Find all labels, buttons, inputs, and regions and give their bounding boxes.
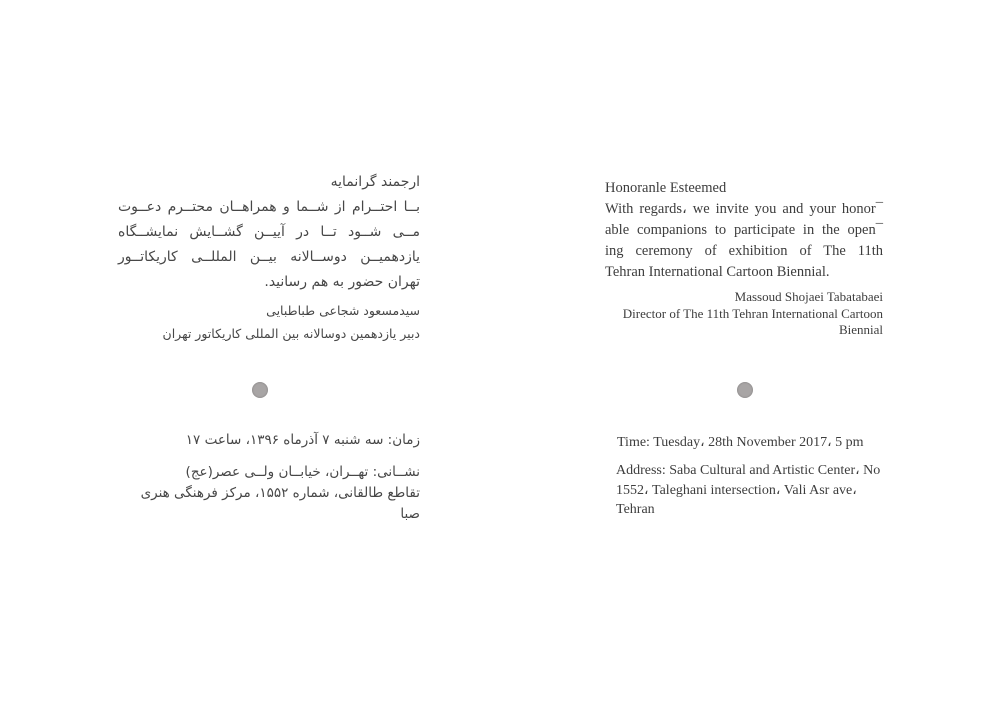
fa-invitation-paragraph <box>118 170 420 295</box>
en-address-block <box>616 461 884 520</box>
en-invitation-paragraph <box>605 178 883 283</box>
hole-punch-dot <box>737 382 753 398</box>
fa-body-line: بــا احتــرام از شــما و همراهــان محتــرم دعــوت <box>118 199 420 215</box>
fa-body-line: مــی شــود تــا در آییــن گشــایش نمایشــگاه <box>118 224 420 240</box>
fa-body-line: تهران حضور به هم رسانید. <box>264 274 420 290</box>
fa-signature-block <box>118 299 420 345</box>
en-body-line: ing ceremony of exhibition of The 11th <box>605 243 883 259</box>
en-address-line: Address: Saba Cultural and Artistic Center، No <box>616 463 881 478</box>
fa-signature-title: دبیر یازدهمین دوسالانه بین المللی کاریکاتور تهران <box>162 326 420 341</box>
fa-signature-name: سیدمسعود شجاعی طباطبایی <box>266 303 420 318</box>
en-address-line: 1552، Taleghani intersection، Vali Asr ave، <box>616 482 857 498</box>
fa-address-line: صبا <box>400 506 420 522</box>
en-body-line: With regards، we invite you and your honor¯ <box>605 201 883 217</box>
fa-salutation: ارجمند گرانمایه <box>330 174 420 190</box>
fa-address-line: نشــانی: تهــران، خیابــان ولــی عصر(عج) <box>185 464 420 480</box>
en-signature-name: Massoud Shojaei Tabatabaei <box>734 289 883 304</box>
en-body-line: able companions to participate in the open¯ <box>605 222 883 238</box>
en-signature-title: Director of The 11th Tehran International Cartoon <box>622 305 883 321</box>
fa-address-block <box>118 462 420 525</box>
en-time-line: Time: Tuesday، 28th November 2017، 5 pm <box>617 435 864 450</box>
fa-address-line: تقاطع طالقانی، شماره ۱۵۵۲، مرکز فرهنگی هنری <box>140 485 420 501</box>
fa-body-line: یازدهمیــن دوســالانه بیــن المللــی کاریکاتــور <box>118 249 420 265</box>
hole-punch-dot <box>252 382 268 398</box>
en-signature-title-line2: Biennial <box>838 322 883 337</box>
en-signature-block <box>605 289 883 339</box>
en-address-line: Tehran <box>616 502 655 517</box>
en-body-line: Tehran International Cartoon Biennial. <box>605 264 830 280</box>
en-salutation: Honoranle Esteemed <box>605 180 727 196</box>
fa-time-line: زمان: سه شنبه ۷ آذرماه ۱۳۹۶، ساعت ۱۷ <box>185 432 420 448</box>
